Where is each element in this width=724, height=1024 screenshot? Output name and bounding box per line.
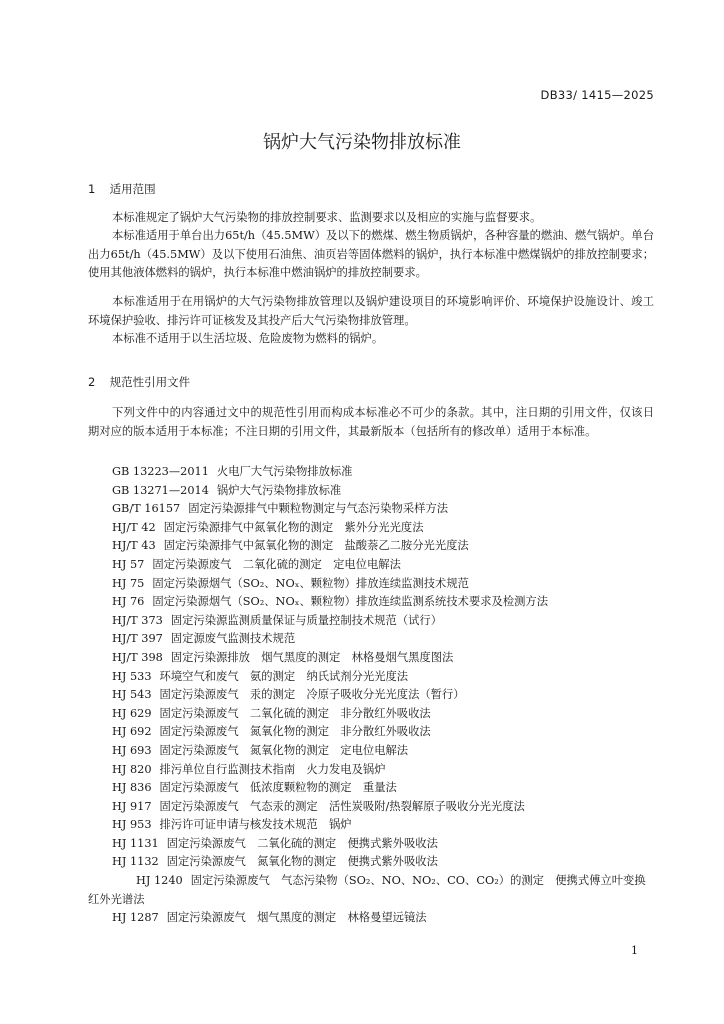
reference-title: 固定污染源废气 氮氧化物的测定 定电位电解法 (159, 743, 409, 757)
reference-code: HJ 820 (112, 762, 152, 776)
reference-title: 固定源废气监测技术规范 (170, 632, 296, 646)
reference-item (88, 742, 654, 761)
reference-item (88, 872, 654, 909)
reference-item (88, 612, 654, 631)
reference-title: 固定污染源排气中氮氧化物的测定 盐酸萘乙二胺分光光度法 (163, 539, 469, 553)
reference-title: 固定污染源排气中氮氧化物的测定 紫外分光光度法 (163, 520, 424, 534)
reference-code: HJ/T 397 (112, 632, 163, 646)
reference-code: HJ 1287 (112, 911, 159, 925)
reference-code: HJ 1131 (112, 836, 159, 850)
reference-code: HJ 543 (112, 688, 152, 702)
document-title: 锅炉大气污染物排放标准 (263, 132, 461, 154)
reference-title: 固定污染源废气 氮氧化物的测定 便携式紫外吸收法 (166, 855, 438, 869)
reference-title: 固定污染源烟气（SO₂、NOₓ、颗粒物）排放连续监测系统技术要求及检测方法 (152, 595, 549, 609)
reference-code: HJ/T 373 (112, 613, 163, 627)
section-2-number: 2 (88, 375, 96, 389)
reference-code: HJ 693 (112, 743, 152, 757)
reference-title: 固定污染源废气 二氧化硫的测定 非分散红外吸收法 (159, 706, 431, 720)
reference-code: HJ/T 42 (112, 520, 156, 534)
reference-item (88, 761, 654, 780)
reference-title: 固定污染源监测质量保证与质量控制技术规范（试行） (170, 613, 443, 627)
reference-item (88, 630, 654, 649)
section-1-number: 1 (88, 182, 96, 196)
reference-title: 固定污染源排放 烟气黑度的测定 林格曼烟气黑度图法 (170, 650, 454, 664)
reference-title: 固定污染源废气 低浓度颗粒物的测定 重量法 (159, 781, 397, 795)
reference-item (88, 649, 654, 668)
reference-item (88, 593, 654, 612)
reference-code: HJ 76 (112, 595, 145, 609)
reference-title: 固定污染源废气 气态污染物（SO₂、NO、NO₂、CO、CO₂）的测定 便携式傅立叶变换红外光谱法 (88, 874, 646, 906)
section-2-heading (88, 374, 190, 390)
reference-item (88, 798, 654, 817)
section-1-title: 适用范围 (109, 182, 156, 196)
reference-title: 固定污染源废气 汞的测定 冷原子吸收分光光度法（暂行） (159, 688, 465, 702)
reference-item (88, 816, 654, 835)
reference-code: HJ 953 (112, 818, 152, 832)
reference-title: 排污单位自行监测技术指南 火力发电及锅炉 (159, 762, 386, 776)
reference-title: 锅炉大气污染物排放标准 (216, 483, 342, 497)
reference-code: HJ 629 (112, 706, 152, 720)
reference-code: HJ/T 398 (112, 650, 163, 664)
reference-code: GB 13223—2011 (112, 465, 209, 478)
reference-item (88, 723, 654, 742)
reference-item (88, 705, 654, 724)
section-1-heading (88, 181, 156, 197)
section-2-title: 规范性引用文件 (109, 375, 191, 389)
reference-code: HJ 75 (112, 576, 145, 590)
reference-title: 固定污染源废气 氮氧化物的测定 非分散红外吸收法 (159, 725, 431, 739)
section-1-paragraph: 本标准适用于在用锅炉的大气污染物排放管理以及锅炉建设项目的环境影响评价、环境保护设施设计、竣工环境保护验收、排污许可证核发及其投产后大气污染物排放管理。 (88, 295, 654, 327)
reference-item (88, 500, 654, 519)
reference-list (88, 463, 654, 928)
reference-title: 火电厂大气污染物排放标准 (216, 465, 353, 478)
reference-code: GB/T 16157 (112, 502, 181, 516)
reference-item (88, 668, 654, 687)
reference-item (88, 686, 654, 705)
reference-title: 固定污染源废气 二氧化硫的测定 便携式紫外吸收法 (166, 836, 438, 850)
reference-title: 固定污染源废气 烟气黑度的测定 林格曼望远镜法 (166, 911, 427, 925)
reference-item (88, 853, 654, 872)
reference-item (88, 519, 654, 538)
reference-code: HJ/T 43 (112, 539, 156, 553)
reference-code: HJ 836 (112, 781, 152, 795)
reference-item (88, 779, 654, 798)
reference-title: 固定污染源烟气（SO₂、NOₓ、颗粒物）排放连续监测技术规范 (152, 576, 469, 590)
reference-item (88, 556, 654, 575)
reference-title: 固定污染源废气 二氧化硫的测定 定电位电解法 (152, 557, 401, 571)
reference-item (88, 909, 654, 928)
reference-code: HJ 1240 (136, 874, 183, 888)
reference-title: 固定污染源废气 气态汞的测定 活性炭吸附/热裂解原子吸收分光光度法 (159, 799, 525, 813)
reference-title: 固定污染源排气中颗粒物测定与气态污染物采样方法 (188, 502, 449, 516)
section-2-intro: 下列文件中的内容通过文中的规范性引用而构成本标准必不可少的条款。其中，注日期的引用文件，仅该日期对应的版本适用于本标准；不注日期的引用文件，其最新版本（包括所有的修改单）适用于本标准。 (88, 406, 654, 438)
standard-number: DB33/ 1415—2025 (540, 88, 654, 102)
section-1-paragraph: 本标准不适用于以生活垃圾、危险废物为燃料的锅炉。 (112, 332, 384, 345)
reference-code: HJ 57 (112, 557, 145, 571)
reference-item (88, 575, 654, 594)
section-1-paragraph: 本标准适用于单台出力65t/h（45.5MW）及以下的燃煤、燃生物质锅炉，各种容量的燃油、燃气锅炉。单台出力65t/h（45.5MW）及以下使用石油焦、油页岩等固体燃料的锅炉，执行本标准中燃煤锅炉的排放控制要求；使用其他液体燃料的锅炉，执行本标准中燃油锅炉的排放控制要求。 (88, 229, 654, 279)
reference-code: HJ 692 (112, 725, 152, 739)
section-1-paragraph: 本标准规定了锅炉大气污染物的排放控制要求、监测要求以及相应的实施与监督要求。 (112, 211, 542, 224)
reference-title: 排污许可证申请与核发技术规范 锅炉 (159, 818, 352, 832)
page-number: 1 (631, 944, 638, 957)
reference-code: HJ 917 (112, 799, 152, 813)
reference-item (88, 463, 654, 482)
reference-title: 环境空气和废气 氨的测定 纳氏试剂分光光度法 (159, 669, 409, 683)
reference-code: HJ 533 (112, 669, 152, 683)
reference-item (88, 835, 654, 854)
reference-code: HJ 1132 (112, 855, 159, 869)
reference-item (88, 482, 654, 501)
reference-code: GB 13271—2014 (112, 483, 209, 497)
reference-item (88, 537, 654, 556)
